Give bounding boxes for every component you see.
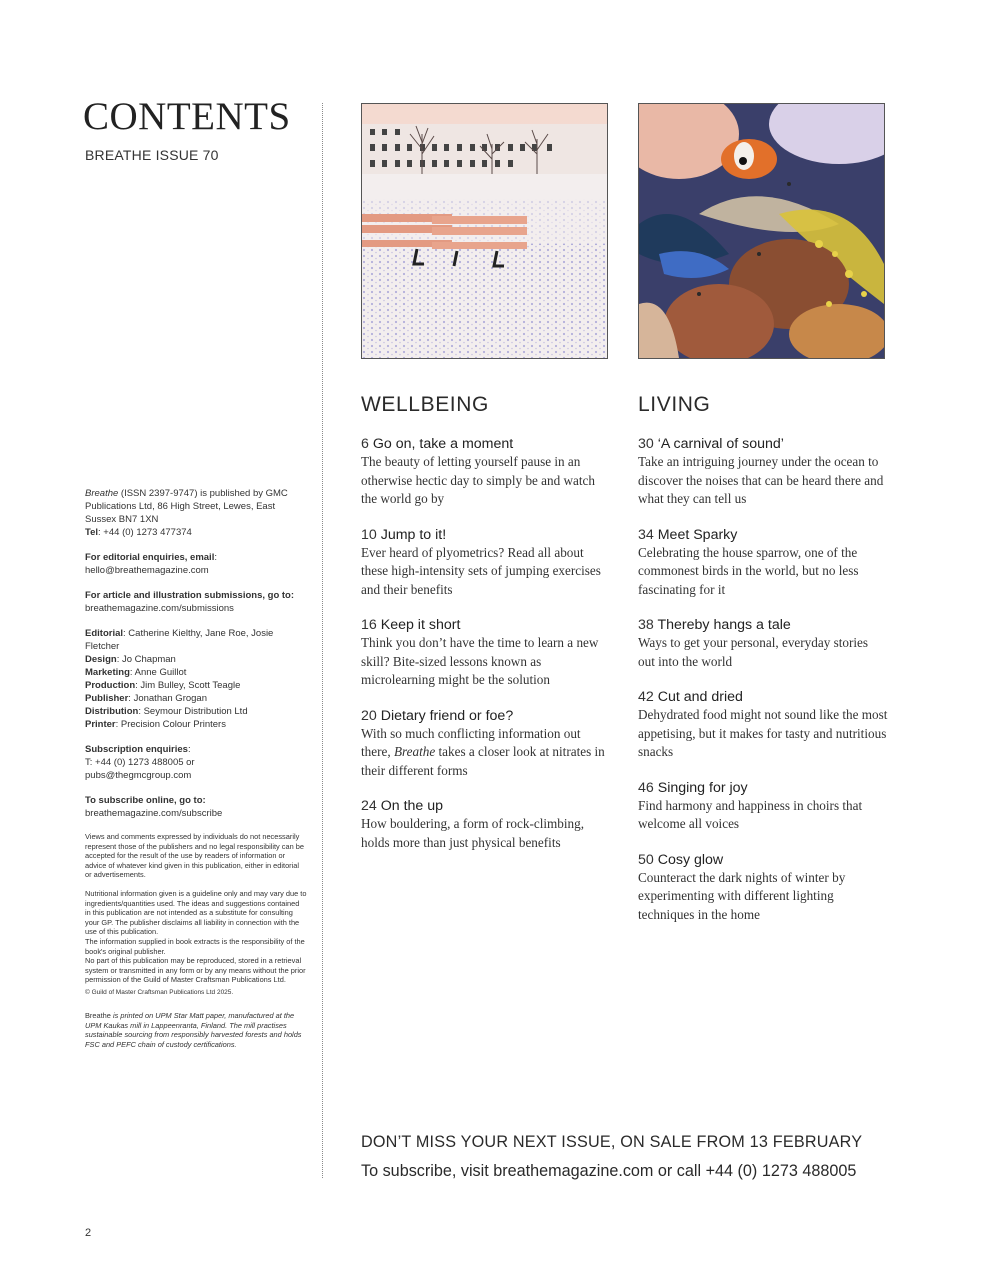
staff-names: : Catherine Kielthy, Jane Roe, Josie Fletcher — [85, 628, 274, 652]
staff-names: : Precision Colour Printers — [115, 719, 226, 730]
item-description: Find harmony and happiness in choirs that welcome all voices — [638, 797, 863, 831]
subscribe-online-url[interactable]: breathemagazine.com/subscribe — [85, 808, 223, 819]
staff-names: : Jonathan Grogan — [128, 693, 207, 704]
underwater-illustration — [638, 103, 885, 359]
staff-role: Printer — [85, 719, 116, 730]
editorial-email[interactable]: hello@breathemagazine.com — [85, 565, 209, 576]
paper-text: is printed on UPM Star Matt paper, manufactured at the UPM Kaukas mill in Lappeenranta, Finland. The mill practises sustainable sourcing from responsibly harvested forests and holds FSC and PEFC chain of custody certifications. — [85, 1010, 302, 1049]
disclaimer-reproduction: No part of this publication may be reproduced, stored in a retrieval system or transmitted in any form or by any means without the prior permission of the Guild of Master Craftsman Publications Ltd. — [85, 956, 306, 985]
item-description-text: takes a closer look at nitrates in their different forms — [361, 744, 605, 778]
item-title-text: ‘A carnival of sound’ — [657, 436, 784, 452]
brand-name: Breathe — [85, 488, 119, 499]
submissions-info — [85, 589, 307, 615]
submissions-colon: : — [290, 590, 295, 601]
submissions-label: For article and illustration submissions, go to — [85, 590, 291, 601]
publisher-text: (ISSN 2397-9747) is published by GMC Publications Ltd, 86 High Street, Lewes, East Sussex BN7 1XN — [85, 488, 288, 525]
item-title-text: Jump to it! — [380, 526, 447, 543]
subscription-enquiries — [85, 743, 307, 782]
item-page-number: 20 — [361, 707, 377, 724]
item-page-number: 50 — [638, 851, 654, 868]
living-list — [638, 435, 888, 941]
contents-item[interactable] — [638, 688, 888, 762]
staff-names: : Jo Chapman — [116, 654, 176, 665]
item-title-text: Thereby hangs a tale — [657, 617, 791, 633]
item-title — [638, 616, 888, 634]
item-page-number: 16 — [361, 617, 377, 633]
item-title — [638, 851, 888, 869]
item-title — [638, 526, 888, 544]
next-issue-notice: DON’T MISS YOUR NEXT ISSUE, ON SALE FROM 13 FEBRUARY — [361, 1133, 863, 1151]
item-description: Celebrating the house sparrow, one of the commonest birds in the world, but no less fascinating for it — [638, 544, 859, 597]
contents-item[interactable] — [361, 797, 611, 852]
item-description-text: With so much conflicting information out there, — [361, 725, 581, 759]
item-page-number: 46 — [638, 779, 654, 796]
item-title-text: Cosy glow — [657, 851, 724, 868]
contents-item[interactable] — [361, 526, 611, 600]
item-description: Counteract the dark nights of winter by experimenting with different lighting techniques in the home — [638, 869, 846, 922]
imprint — [85, 487, 307, 1058]
subscription-colon: : — [187, 744, 191, 755]
subscription-label: Subscription enquiries — [85, 744, 188, 755]
item-page-number: 30 — [638, 436, 654, 452]
item-page-number: 24 — [361, 798, 377, 814]
subscribe-online-label: To subscribe online, go to: — [85, 795, 206, 806]
item-title — [361, 616, 611, 634]
item-title — [361, 797, 611, 815]
item-description — [361, 725, 611, 781]
item-title — [361, 707, 611, 725]
paper-brand: Breathe — [85, 1010, 111, 1020]
disclaimer-nutrition — [85, 889, 307, 985]
editorial-colon: : — [214, 552, 217, 563]
staff-names: : Jim Bulley, Scott Teagle — [135, 680, 241, 691]
disclaimer-extracts: The information supplied in book extracts is the responsibility of the book's original publisher. — [85, 936, 305, 956]
item-description-brand: Breathe — [393, 744, 436, 759]
item-page-number: 34 — [638, 526, 654, 543]
contents-item[interactable] — [638, 851, 888, 925]
staff-list — [85, 627, 307, 731]
item-title — [361, 435, 611, 453]
item-description: Think you don’t have the time to learn a new skill? Bite-sized lessons known as microlearning might be the solution — [361, 635, 599, 687]
contents-item[interactable] — [638, 616, 888, 671]
disclaimer-views: Views and comments expressed by individuals do not necessarily represent those of the publishers and no legal responsibility can be accepted for the result of the use by readers of information or advice of whatever kind given in this publication, either in editorial or advertisements. — [85, 832, 304, 880]
item-title — [638, 779, 888, 797]
item-description: Dehydrated food might not sound like the most appetising, but it makes for tasty and nutritious snacks — [638, 707, 888, 759]
publisher-info — [85, 487, 307, 539]
item-title — [638, 435, 888, 453]
subscribe-online — [85, 794, 307, 820]
disclaimer-nutrition-text: Nutritional information given is a guideline only and may vary due to ingredients/quantities used. The ideas and suggestions contained in this publication are not intended as a substitute for consulting your GP. The publisher disclaims all liability in connection with the use of this publication. — [85, 888, 307, 937]
page-number: 2 — [85, 1227, 92, 1239]
staff-role: Distribution — [85, 706, 139, 717]
staff-names: : Seymour Distribution Ltd — [138, 706, 248, 717]
staff-role: Design — [85, 654, 117, 665]
next-issue-promo — [361, 1131, 862, 1182]
staff-role: Publisher — [85, 693, 129, 704]
contents-item[interactable] — [361, 435, 611, 509]
contents-item[interactable] — [638, 435, 888, 509]
living-heading: LIVING — [638, 393, 711, 416]
page-title: CONTENTS — [83, 95, 291, 138]
staff-role: Marketing — [85, 667, 130, 678]
item-description: Take an intriguing journey under the ocean to discover the noises that can be heard there and what they can tell us — [638, 454, 884, 506]
wellbeing-list — [361, 435, 611, 869]
subscribe-notice[interactable]: To subscribe, visit breathemagazine.com or call +44 (0) 1273 488005 — [361, 1162, 857, 1180]
item-title-text: Meet Sparky — [657, 526, 738, 543]
item-description: How bouldering, a form of rock-climbing, holds more than just physical benefits — [361, 816, 585, 850]
contents-item[interactable] — [638, 526, 888, 600]
item-title — [361, 526, 611, 544]
submissions-url[interactable]: breathemagazine.com/submissions — [85, 603, 234, 614]
item-description: Ever heard of plyometrics? Read all about these high-intensity sets of jumping exercises and their benefits — [361, 544, 601, 597]
column-divider — [322, 103, 323, 1178]
paper-info — [85, 1011, 307, 1049]
item-description: The beauty of letting yourself pause in an otherwise hectic day to simply be and watch the world go by — [361, 454, 596, 506]
editorial-enquiries — [85, 551, 307, 577]
tel-value: : +44 (0) 1273 477374 — [98, 527, 192, 538]
item-page-number: 10 — [361, 526, 377, 543]
staff-names: : Anne Guillot — [129, 667, 187, 678]
contents-item[interactable] — [361, 707, 611, 781]
item-title-text: On the up — [380, 798, 444, 814]
contents-item[interactable] — [361, 616, 611, 690]
copyright: © Guild of Master Craftsman Publications Ltd 2025. — [85, 988, 234, 996]
item-title — [638, 688, 888, 706]
item-description: Ways to get your personal, everyday stories out into the world — [638, 635, 869, 669]
item-title-text: Dietary friend or foe? — [380, 707, 514, 724]
contents-item[interactable] — [638, 779, 888, 834]
item-page-number: 42 — [638, 689, 654, 705]
item-page-number: 6 — [361, 436, 369, 452]
staff-role: Production — [85, 680, 136, 691]
park-bench-illustration — [361, 103, 608, 359]
staff-role: Editorial — [85, 628, 124, 639]
item-title-text: Go on, take a moment — [372, 436, 514, 452]
item-title-text: Singing for joy — [657, 779, 748, 796]
subscription-email[interactable]: pubs@thegmcgroup.com — [85, 770, 192, 781]
tel-label: Tel — [85, 527, 99, 538]
item-page-number: 38 — [638, 617, 654, 633]
item-title-text: Keep it short — [380, 617, 461, 633]
issue-label: BREATHE ISSUE 70 — [85, 147, 219, 163]
subscription-tel: T: +44 (0) 1273 488005 or — [85, 757, 195, 768]
wellbeing-heading: WELLBEING — [361, 393, 489, 416]
item-title-text: Cut and dried — [657, 689, 743, 705]
editorial-label: For editorial enquiries, email — [85, 552, 215, 563]
